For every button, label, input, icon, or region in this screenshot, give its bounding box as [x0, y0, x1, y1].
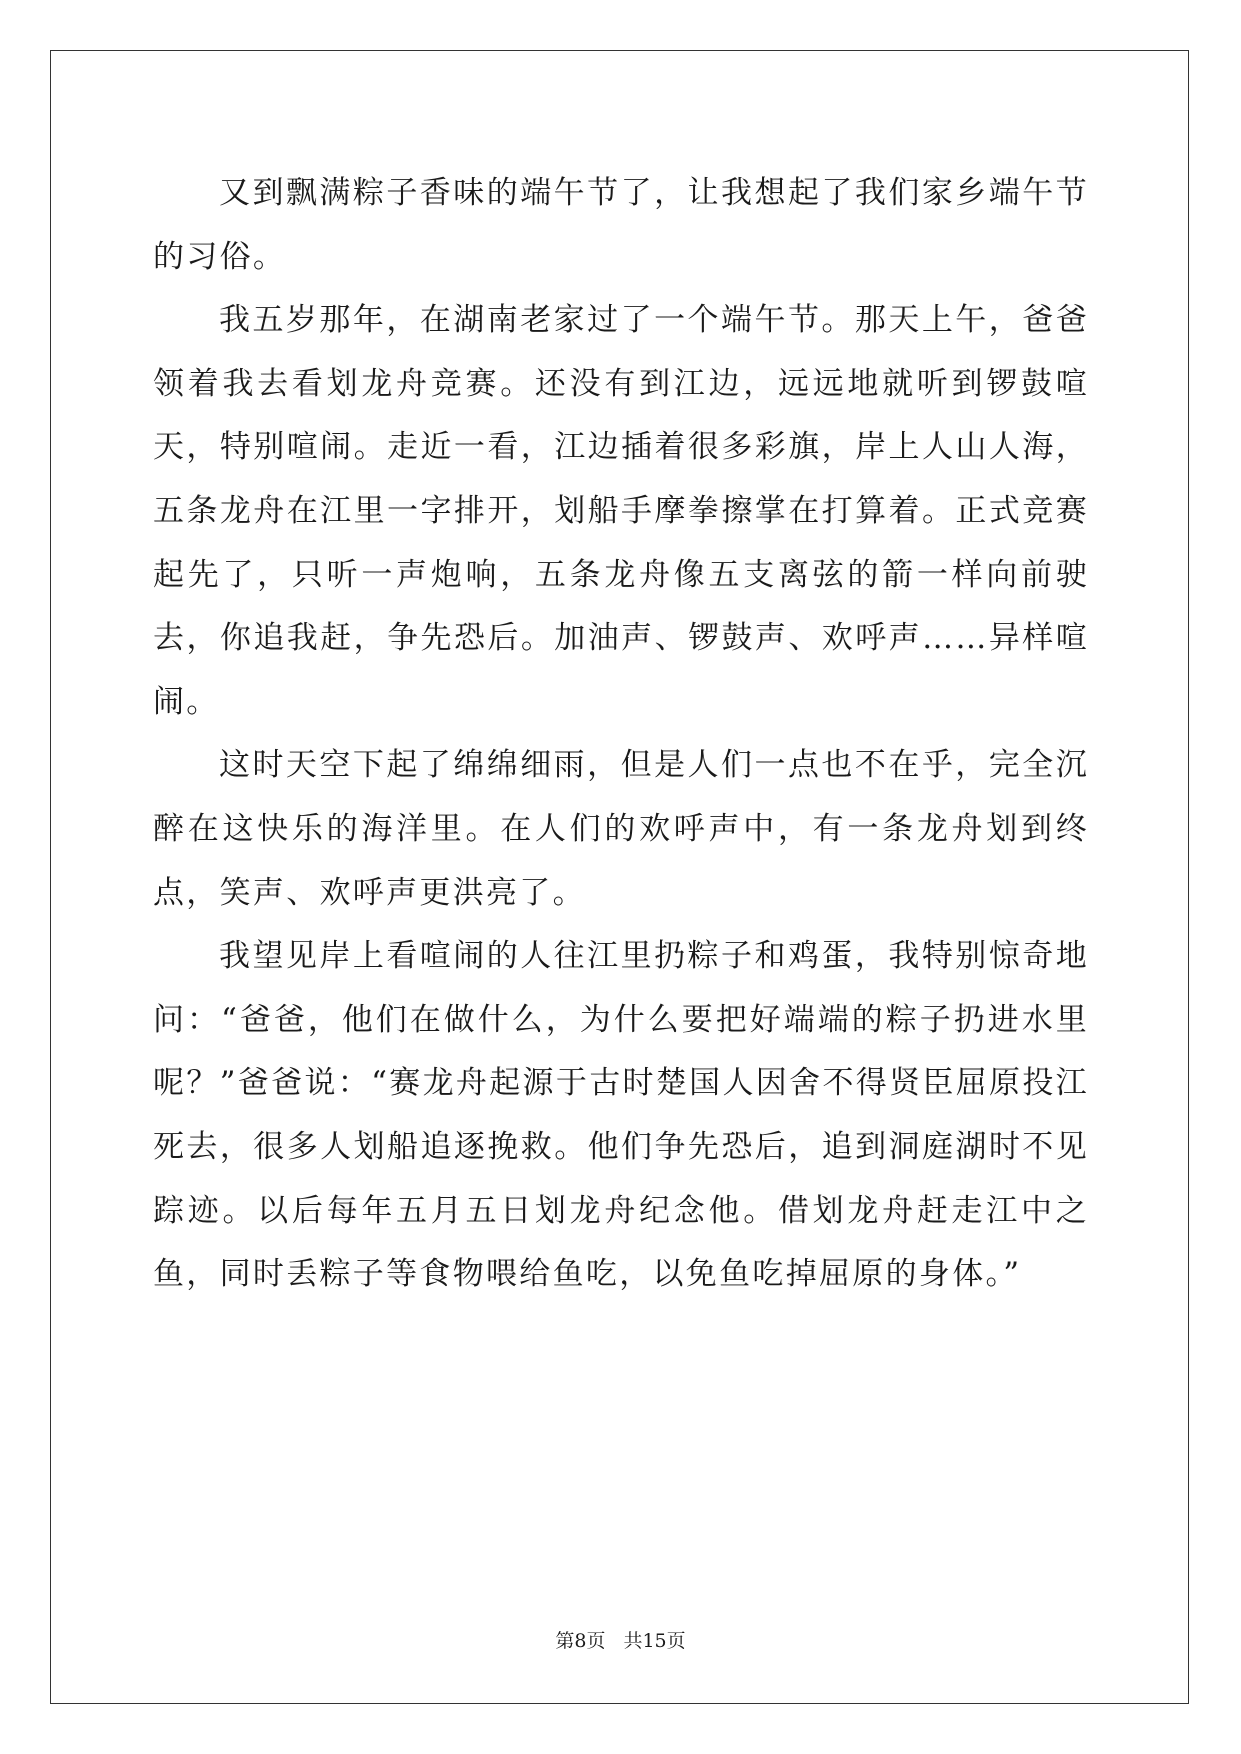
document-body — [153, 162, 1089, 1307]
paragraph-4: 我望见岸上看喧闹的人往江里扔粽子和鸡蛋，我特别惊奇地问：“爸爸，他们在做什么，为什么要把好端端的粽子扔进水里呢？”爸爸说：“赛龙舟起源于古时楚国人因舍不得贤臣屈原投江死去，很多人划船追逐挽救。他们争先恐后，追到洞庭湖时不见踪迹。以后每年五月五日划龙舟纪念他。借划龙舟赶走江中之鱼，同时丢粽子等食物喂给鱼吃，以免鱼吃掉屈原的身体。” — [153, 938, 1089, 1293]
paragraph-2: 我五岁那年，在湖南老家过了一个端午节。那天上午，爸爸领着我去看划龙舟竞赛。还没有到江边，远远地就听到锣鼓喧天，特别喧闹。走近一看，江边插着很多彩旗，岸上人山人海，五条龙舟在江里一字排开，划船手摩拳擦掌在打算着。正式竞赛起先了，只听一声炮响，五条龙舟像五支离弦的箭一样向前驶去，你追我赶，争先恐后。加油声、锣鼓声、欢呼声……异样喧闹。 — [153, 302, 1089, 720]
paragraph-1: 又到飘满粽子香味的端午节了，让我想起了我们家乡端午节的习俗。 — [153, 175, 1089, 275]
page-number: 第8页 — [555, 1630, 606, 1652]
page-footer — [0, 1626, 1241, 1653]
page-total: 共15页 — [623, 1630, 686, 1652]
paragraph-3: 这时天空下起了绵绵细雨，但是人们一点也不在乎，完全沉醉在这快乐的海洋里。在人们的欢呼声中，有一条龙舟划到终点，笑声、欢呼声更洪亮了。 — [153, 747, 1089, 911]
